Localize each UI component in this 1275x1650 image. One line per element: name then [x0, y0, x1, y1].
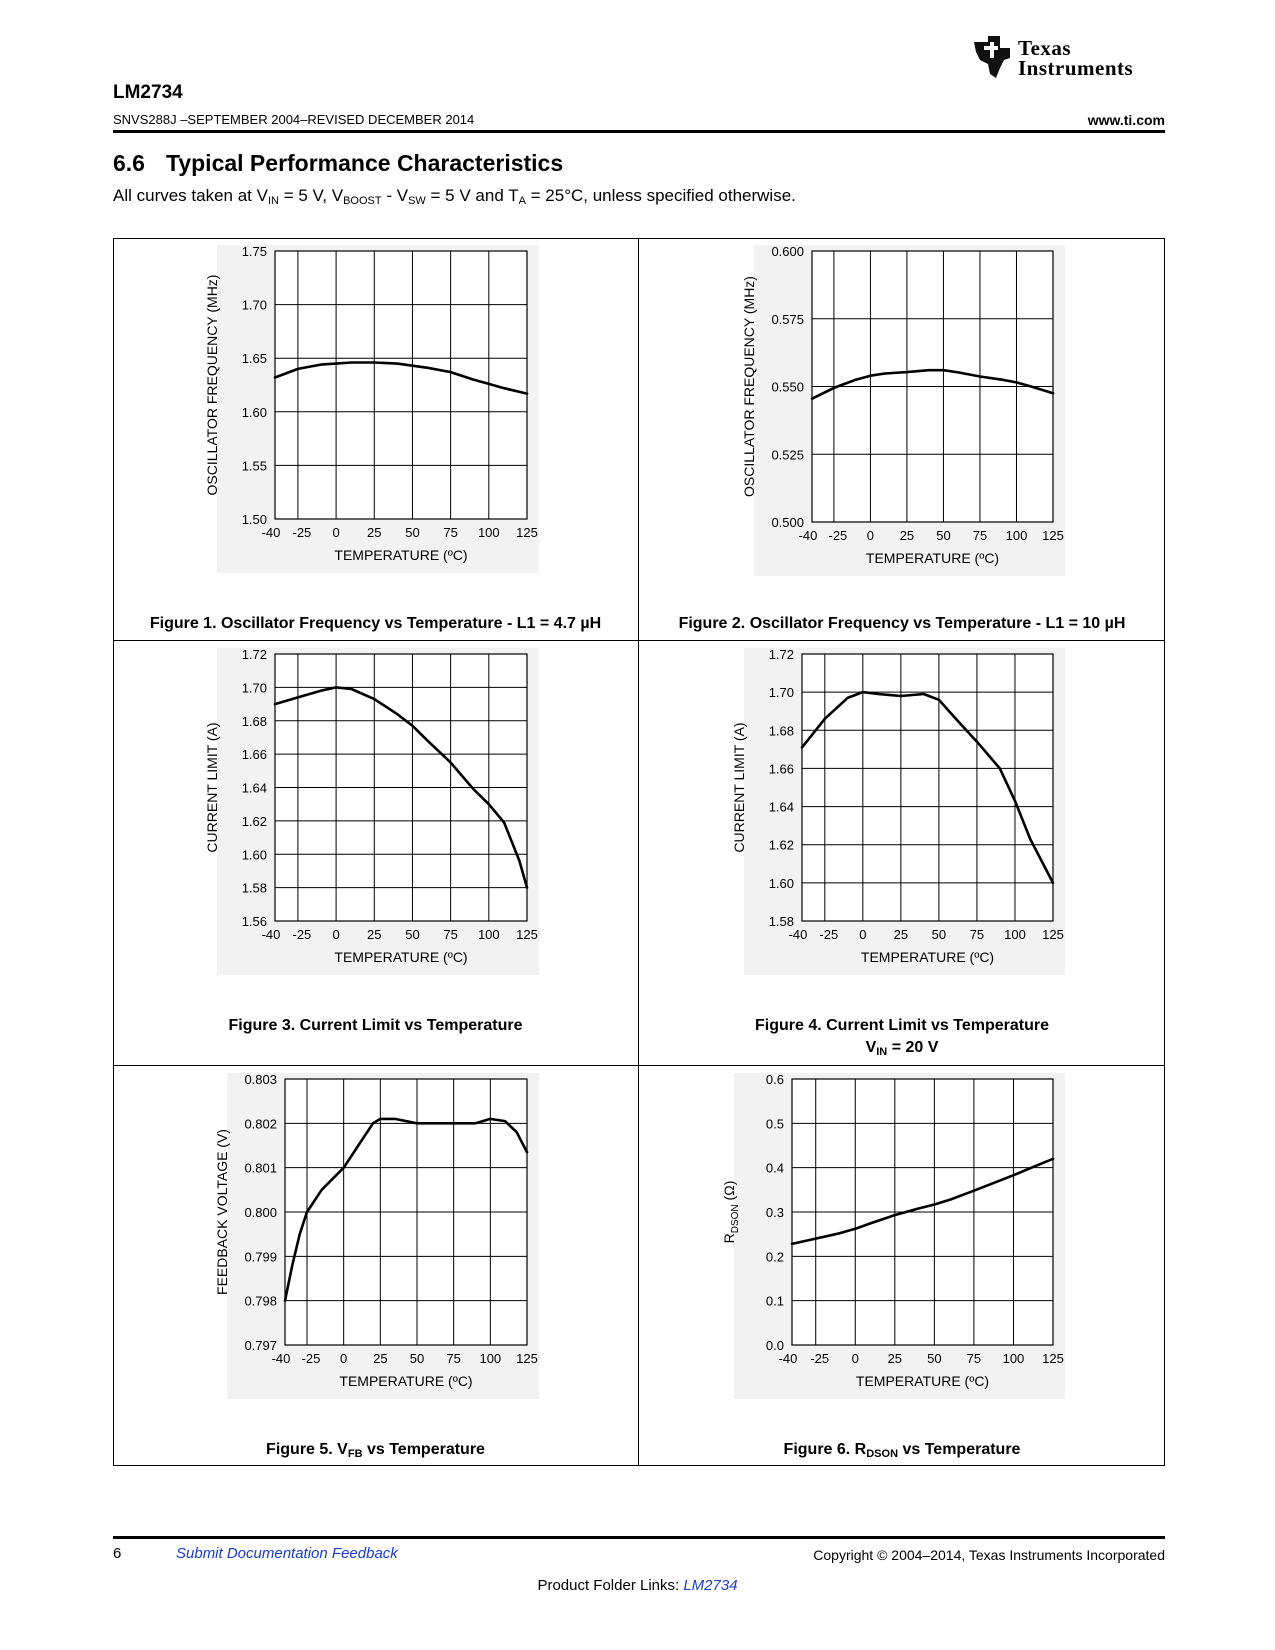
x-tick-label: 50	[936, 528, 951, 543]
figure-5-caption	[113, 1441, 638, 1460]
y-tick-label: 0.2	[765, 1249, 784, 1265]
intro-text: All curves taken at V	[113, 186, 268, 205]
y-tick-label: 0.803	[244, 1072, 277, 1087]
x-tick-label: 50	[405, 927, 420, 942]
y-tick-label: 1.64	[768, 799, 794, 815]
y-tick-label: 1.70	[768, 685, 794, 701]
x-tick-label: 0	[859, 927, 867, 942]
x-tick-label: -25	[819, 927, 839, 942]
chart-svg	[205, 1065, 547, 1401]
x-tick-label: -25	[828, 528, 848, 543]
y-tick-label: 1.50	[241, 512, 267, 527]
x-tick-label: -25	[301, 1351, 321, 1366]
y-axis-label: OSCILLATOR FREQUENCY (MHz)	[204, 274, 220, 496]
x-tick-label: 75	[972, 528, 988, 543]
x-tick-label: 100	[1005, 528, 1028, 543]
x-tick-label: 100	[477, 525, 500, 540]
figure-5-chart	[205, 1065, 547, 1401]
caption-text: V	[865, 1039, 877, 1056]
part-number: LM2734	[113, 82, 183, 103]
y-tick-label: 1.58	[768, 914, 794, 929]
y-tick-label: 1.62	[241, 813, 267, 829]
y-tick-label: 1.58	[241, 880, 267, 896]
x-tick-label: 0	[332, 525, 340, 540]
y-tick-label: 1.62	[768, 837, 794, 853]
figure-4-caption	[639, 1017, 1165, 1058]
x-axis-label: TEMPERATURE (ºC)	[334, 547, 468, 563]
x-tick-label: 50	[931, 927, 947, 942]
x-tick-label: -40	[271, 1351, 291, 1366]
x-tick-label: 125	[1042, 927, 1064, 942]
product-folder-links	[0, 1577, 1275, 1594]
y-tick-label: 1.60	[241, 404, 267, 420]
caption-text: = 20 V	[887, 1039, 939, 1056]
page-number: 6	[113, 1545, 122, 1562]
chart-svg	[195, 640, 547, 977]
figure-4-caption-line1: Figure 4. Current Limit vs Temperature	[755, 1017, 1049, 1034]
y-tick-label: 1.72	[241, 647, 267, 662]
y-tick-label: 0.525	[771, 447, 804, 463]
caption-sub: FB	[347, 1448, 363, 1460]
x-tick-label: 0	[866, 528, 875, 543]
y-tick-label: 0.798	[244, 1293, 277, 1309]
y-tick-label: 0.1	[765, 1293, 784, 1309]
figure-1-chart	[195, 237, 547, 575]
x-tick-label: 50	[927, 1351, 942, 1366]
x-tick-label: 125	[516, 1351, 538, 1366]
caption-text: Figure 5. V	[266, 1441, 348, 1458]
section-intro	[113, 186, 796, 207]
footer-rule	[113, 1536, 1165, 1539]
x-tick-label: 0	[851, 1351, 859, 1366]
grid-divider-vertical	[638, 238, 639, 1466]
ti-logo-icon	[970, 34, 1014, 80]
x-tick-label: 75	[443, 927, 458, 942]
x-tick-label: 100	[1002, 1351, 1025, 1366]
x-tick-label: -40	[778, 1351, 798, 1366]
document-revision-line: SNVS288J –SEPTEMBER 2004–REVISED DECEMBER 2014	[113, 112, 475, 127]
y-tick-label: 1.66	[768, 761, 794, 777]
y-tick-label: 0.3	[765, 1205, 784, 1220]
x-tick-label: -25	[292, 927, 312, 942]
y-tick-label: 0.4	[765, 1160, 784, 1176]
figure-6-caption	[639, 1441, 1165, 1460]
x-tick-label: 25	[899, 528, 915, 543]
caption-text: vs Temperature	[362, 1441, 485, 1458]
intro-text: = 5 V, V	[278, 186, 344, 205]
x-tick-label: -25	[810, 1351, 830, 1366]
x-tick-label: 75	[966, 1351, 982, 1366]
section-heading	[113, 150, 563, 177]
x-tick-label: -25	[292, 525, 312, 540]
y-tick-label: 1.65	[241, 351, 267, 367]
y-axis-label: $R_{DSON}$ (Ω)	[721, 1180, 741, 1244]
y-tick-label: 0.0	[765, 1338, 784, 1353]
copyright: Copyright © 2004–2014, Texas Instruments Incorporated	[813, 1547, 1165, 1563]
y-tick-label: 0.799	[244, 1249, 277, 1265]
caption-text: vs Temperature	[898, 1441, 1021, 1458]
intro-sub: A	[518, 195, 526, 207]
chart-svg	[195, 237, 547, 575]
x-axis-label: TEMPERATURE (ºC)	[855, 1373, 990, 1389]
caption-sub: IN	[876, 1046, 888, 1058]
x-tick-label: 0	[340, 1351, 348, 1366]
x-tick-label: 100	[477, 927, 500, 942]
website-link[interactable]: www.ti.com	[1087, 112, 1165, 128]
caption-text: Figure 6. R	[783, 1441, 867, 1458]
intro-text: = 25°C, unless specified otherwise.	[525, 186, 796, 205]
y-tick-label: 1.75	[241, 244, 267, 259]
y-tick-label: 1.60	[768, 875, 794, 891]
ti-logo	[970, 34, 1170, 84]
product-folder-label: Product Folder Links:	[537, 1577, 684, 1594]
y-tick-label: 1.66	[241, 747, 267, 763]
figure-4-caption-line2	[639, 1039, 1165, 1058]
x-tick-label: 125	[516, 525, 538, 540]
x-tick-label: 25	[373, 1351, 388, 1366]
x-axis-label: TEMPERATURE (ºC)	[865, 550, 1000, 566]
figure-4-chart	[722, 640, 1073, 977]
figure-1-caption: Figure 1. Oscillator Frequency vs Temperature - L1 = 4.7 µH	[149, 615, 602, 632]
x-tick-label: 75	[443, 525, 458, 540]
y-tick-label: 0.500	[771, 515, 804, 530]
y-tick-label: 1.72	[768, 647, 794, 662]
x-axis-label: TEMPERATURE (ºC)	[334, 949, 468, 965]
y-tick-label: 0.800	[244, 1205, 277, 1220]
caption-sub: DSON	[866, 1448, 899, 1460]
chart-svg	[712, 1065, 1073, 1401]
y-tick-label: 1.64	[241, 780, 267, 796]
intro-text: = 5 V and T	[425, 186, 519, 205]
figure-2-caption: Figure 2. Oscillator Frequency vs Temperature - L1 = 10 µH	[678, 615, 1126, 632]
product-folder-link[interactable]: LM2734	[683, 1577, 738, 1594]
figure-3-chart	[195, 640, 547, 977]
section-number: 6.6	[113, 150, 145, 176]
x-tick-label: -40	[788, 927, 808, 942]
x-axis-label: TEMPERATURE (ºC)	[339, 1373, 473, 1389]
y-axis-label: FEEDBACK VOLTAGE (V)	[214, 1129, 230, 1295]
x-tick-label: 25	[367, 927, 382, 942]
x-tick-label: 125	[1042, 1351, 1064, 1366]
y-tick-label: 0.801	[244, 1160, 277, 1176]
x-tick-label: 125	[1042, 528, 1064, 543]
y-tick-label: 1.68	[241, 713, 267, 729]
logo-line-2: Instruments	[1018, 56, 1134, 80]
y-tick-label: 0.797	[244, 1338, 277, 1353]
y-tick-label: 1.56	[241, 914, 267, 929]
x-tick-label: 25	[893, 927, 909, 942]
y-axis-label: CURRENT LIMIT (A)	[204, 722, 220, 853]
section-title: Typical Performance Characteristics	[166, 150, 564, 176]
chart-svg	[732, 237, 1073, 578]
x-tick-label: 100	[479, 1351, 502, 1366]
y-tick-label: 0.5	[765, 1116, 784, 1132]
x-tick-label: -40	[261, 525, 281, 540]
chart-svg	[722, 640, 1073, 977]
figure-2-chart	[732, 237, 1073, 578]
intro-text: - V	[381, 186, 409, 205]
x-tick-label: 25	[887, 1351, 903, 1366]
intro-sub: SW	[408, 195, 426, 207]
y-axis-label: CURRENT LIMIT (A)	[731, 722, 747, 853]
y-tick-label: 0.550	[771, 379, 804, 395]
y-tick-label: 1.70	[241, 680, 267, 696]
submit-feedback-link[interactable]: Submit Documentation Feedback	[176, 1545, 398, 1562]
x-tick-label: 25	[367, 525, 382, 540]
figure-6-chart	[712, 1065, 1073, 1401]
intro-sub: IN	[267, 195, 279, 207]
x-tick-label: 100	[1004, 927, 1026, 942]
y-tick-label: 0.802	[244, 1116, 277, 1132]
intro-sub: BOOST	[343, 195, 382, 207]
x-tick-label: 75	[446, 1351, 461, 1366]
x-tick-label: 0	[332, 927, 340, 942]
y-tick-label: 0.575	[771, 311, 804, 327]
x-tick-label: 75	[969, 927, 985, 942]
y-tick-label: 0.600	[771, 244, 804, 259]
x-tick-label: -40	[798, 528, 818, 543]
x-tick-label: 50	[409, 1351, 425, 1366]
y-tick-label: 1.70	[241, 297, 267, 313]
x-tick-label: -40	[261, 927, 281, 942]
x-tick-label: 50	[405, 525, 420, 540]
header-rule	[113, 130, 1165, 133]
x-tick-label: 125	[516, 927, 538, 942]
figure-3-caption: Figure 3. Current Limit vs Temperature	[228, 1017, 523, 1034]
y-axis-label: OSCILLATOR FREQUENCY (MHz)	[741, 276, 757, 497]
x-axis-label: TEMPERATURE (ºC)	[860, 949, 995, 965]
y-tick-label: 1.68	[768, 723, 794, 739]
y-tick-label: 1.60	[241, 847, 267, 863]
y-tick-label: 0.6	[765, 1072, 784, 1087]
logo-line-1: Texas	[1018, 36, 1072, 60]
y-tick-label: 1.55	[241, 458, 267, 474]
